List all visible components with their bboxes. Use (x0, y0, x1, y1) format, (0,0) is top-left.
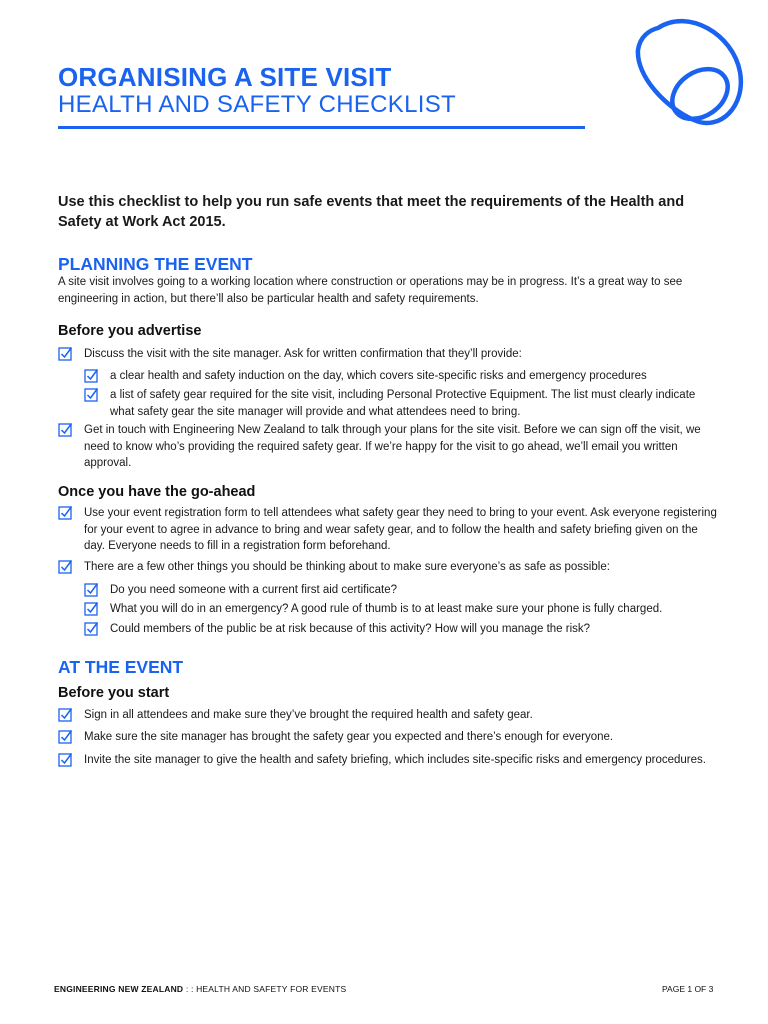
checklist-item (58, 729, 718, 746)
footer-separator: : : (183, 984, 197, 994)
checked-checkbox-icon (84, 621, 99, 636)
page-subtitle: HEALTH AND SAFETY CHECKLIST (58, 91, 456, 118)
section-heading-at-event: AT THE EVENT (58, 657, 184, 677)
checked-checkbox-icon (84, 601, 99, 616)
section-heading-planning: PLANNING THE EVENT (58, 254, 253, 274)
checklist-subitem (84, 621, 718, 638)
checklist-item-text: Discuss the visit with the site manager. Ask for written confirmation that they’ll provide: (84, 348, 522, 360)
checklist-item-text: a list of safety gear required for the site visit, including Personal Protective Equipment. The list must clearly indicate what safety gear the site manager will provide and what attendees need to bring. (110, 389, 696, 418)
footer-org: ENGINEERING NEW ZEALAND (54, 984, 184, 994)
engineering-nz-loop-logo-icon (628, 14, 748, 132)
checklist-item-text: a clear health and safety induction on the day, which covers site-specific risks and emergency procedures (110, 370, 647, 382)
checklist-item-text: Get in touch with Engineering New Zealand to talk through your plans for the site visit. Before we can sign off the visit, we need to know who’s providing the required safety gear. If we’re happy for the visit to go ahead, we’ll email you written approval. (84, 424, 701, 469)
footer-section: HEALTH AND SAFETY FOR EVENTS (196, 984, 347, 994)
subheading-before-advertise: Before you advertise (58, 323, 202, 339)
checklist-subitem (84, 387, 718, 420)
checklist-item-text: There are a few other things you should be thinking about to make sure everyone’s as safe as possible: (84, 561, 610, 573)
checklist-item (58, 422, 718, 472)
checklist-subitem (84, 601, 718, 618)
checklist-item (58, 752, 718, 769)
checklist-item-text: Sign in all attendees and make sure they’ve brought the required health and safety gear. (84, 709, 533, 721)
checked-checkbox-icon (58, 752, 73, 767)
checklist-item-text: Use your event registration form to tell attendees what safety gear they need to bring to your event. Ask everyone registering for your event to agree in advance to bring and wear safety gear, and to follow the health and safety briefing given on the day. Everyone needs to fill in a registration form beforehand. (84, 507, 717, 552)
checklist-subitem (84, 582, 718, 599)
checklist-item-text: Make sure the site manager has brought the safety gear you expected and there’s enough for everyone. (84, 731, 614, 743)
checked-checkbox-icon (58, 707, 73, 722)
checked-checkbox-icon (58, 505, 73, 520)
subheading-before-start: Before you start (58, 685, 170, 701)
checked-checkbox-icon (58, 346, 73, 361)
checklist-item-text: What you will do in an emergency? A good rule of thumb is to at least make sure your phone is fully charged. (110, 603, 663, 615)
checked-checkbox-icon (84, 387, 99, 402)
footer-label (54, 984, 346, 994)
checklist-item-text: Could members of the public be at risk because of this activity? How will you manage the risk? (110, 623, 591, 635)
checklist-item (58, 559, 718, 576)
planning-paragraph: A site visit involves going to a working location where construction or operations may be in progress. It’s a great way to see engineering in action, but there’ll also be particular health and safety requirements. (58, 276, 683, 305)
checked-checkbox-icon (58, 422, 73, 437)
title-divider (58, 126, 585, 129)
checked-checkbox-icon (58, 559, 73, 574)
checked-checkbox-icon (58, 729, 73, 744)
checked-checkbox-icon (84, 368, 99, 383)
page-number: PAGE 1 OF 3 (662, 984, 714, 994)
checked-checkbox-icon (84, 582, 99, 597)
checklist-item (58, 346, 718, 363)
checklist-item-text: Invite the site manager to give the health and safety briefing, which includes site-specific risks and emergency procedures. (84, 754, 706, 766)
checklist-item (58, 505, 718, 555)
checklist-subitem (84, 368, 718, 385)
checklist-item-text: Do you need someone with a current first aid certificate? (110, 584, 398, 596)
subheading-go-ahead: Once you have the go-ahead (58, 484, 256, 500)
page-title: ORGANISING A SITE VISIT (58, 62, 392, 92)
checklist-item (58, 707, 718, 724)
intro-text: Use this checklist to help you run safe events that meet the requirements of the Health and Safety at Work Act 2015. (58, 194, 685, 230)
